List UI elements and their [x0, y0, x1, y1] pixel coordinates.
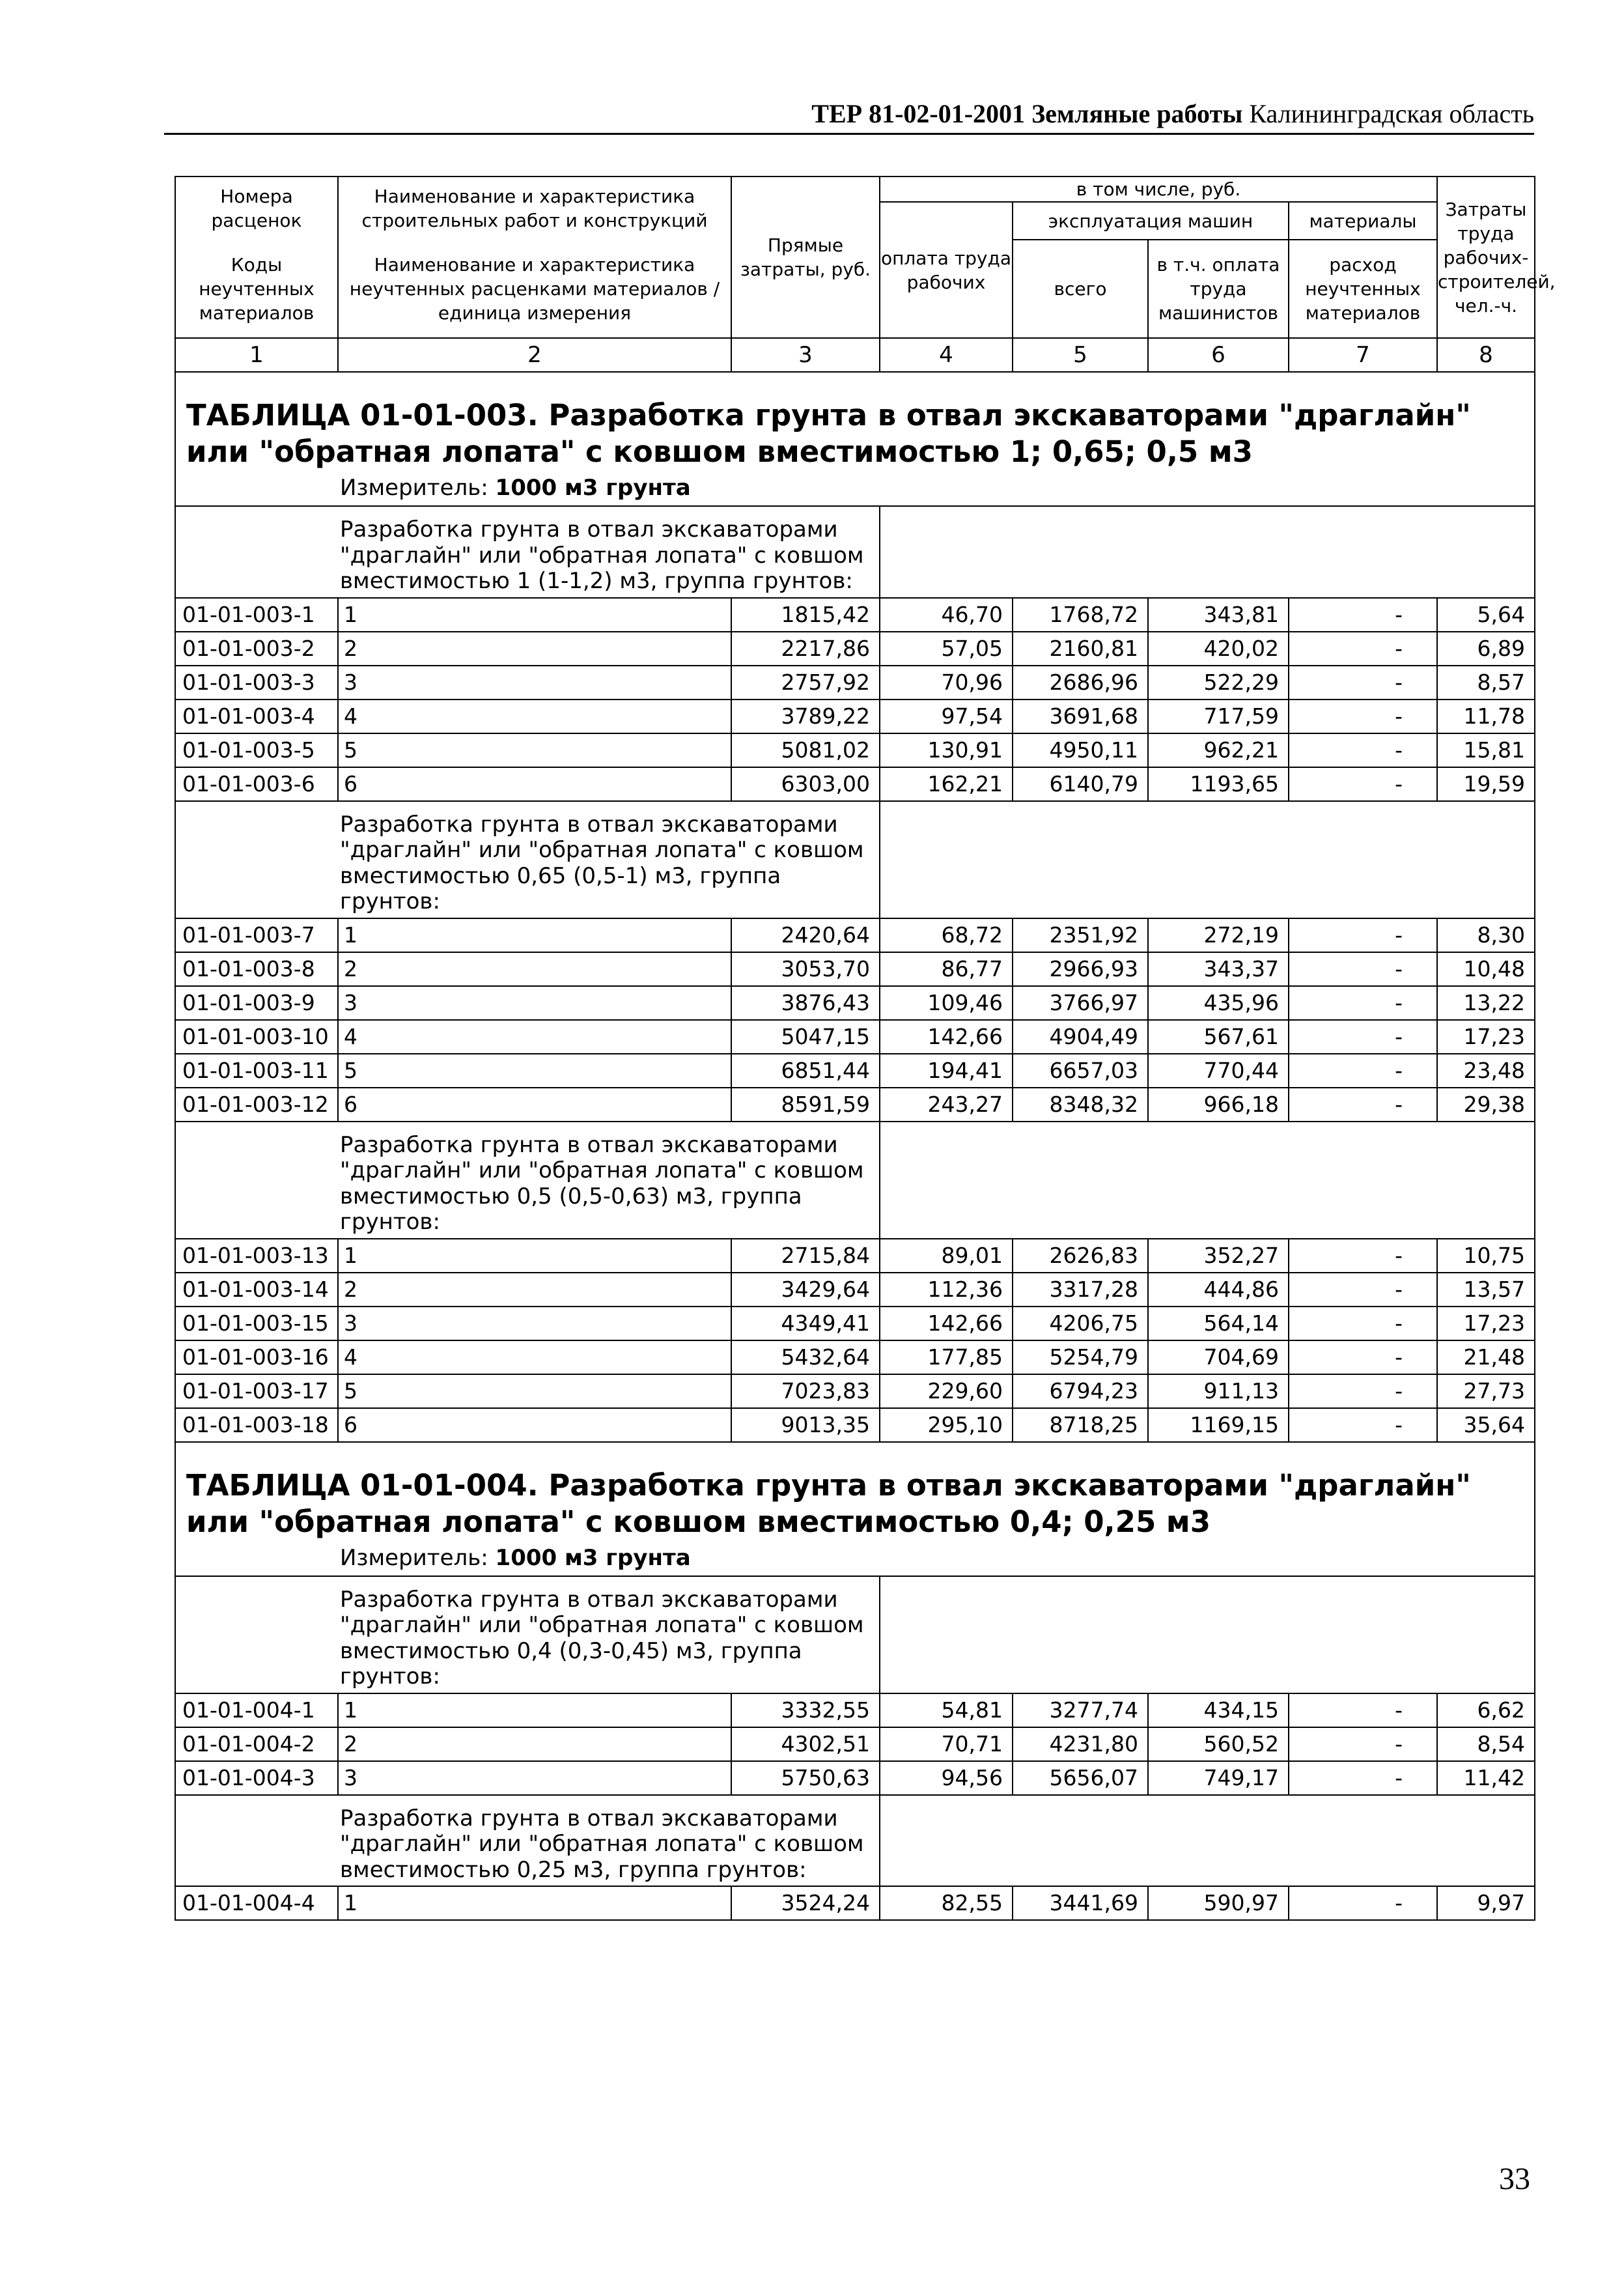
material-consumption: - [1289, 1727, 1437, 1761]
labor-costs: 13,22 [1437, 986, 1535, 1020]
operator-pay: 560,52 [1148, 1727, 1289, 1761]
worker-pay: 97,54 [880, 700, 1013, 733]
soil-group: 1 [338, 1693, 731, 1727]
table-row [175, 1340, 1535, 1374]
labor-costs: 9,97 [1437, 1886, 1535, 1920]
table-row [175, 1020, 1535, 1054]
direct-costs: 2715,84 [731, 1239, 880, 1273]
rate-code: 01-01-004-2 [175, 1727, 338, 1761]
rate-code: 01-01-003-18 [175, 1408, 338, 1442]
worker-pay: 94,56 [880, 1761, 1013, 1795]
direct-costs: 2217,86 [731, 632, 880, 666]
operator-pay: 420,02 [1148, 632, 1289, 666]
soil-group: 2 [338, 1727, 731, 1761]
worker-pay: 162,21 [880, 767, 1013, 801]
column-number: 6 [1148, 338, 1289, 372]
material-consumption: - [1289, 632, 1437, 666]
rate-code: 01-01-003-5 [175, 733, 338, 767]
operator-pay: 770,44 [1148, 1054, 1289, 1088]
operator-pay: 704,69 [1148, 1340, 1289, 1374]
column-number: 5 [1013, 338, 1148, 372]
material-consumption: - [1289, 1273, 1437, 1307]
worker-pay: 109,46 [880, 986, 1013, 1020]
header-including: в том числе, руб. [880, 177, 1437, 202]
running-header [164, 98, 1534, 130]
rate-code: 01-01-003-6 [175, 767, 338, 801]
material-consumption: - [1289, 1693, 1437, 1727]
column-number: 8 [1437, 338, 1535, 372]
labor-costs: 27,73 [1437, 1374, 1535, 1408]
header-labor-costs: Затраты труда рабочих-строителей, чел.-ч. [1437, 177, 1535, 338]
direct-costs: 2420,64 [731, 918, 880, 952]
machine-total: 2626,83 [1013, 1239, 1148, 1273]
direct-costs: 5047,15 [731, 1020, 880, 1054]
operator-pay: 911,13 [1148, 1374, 1289, 1408]
machine-total: 3441,69 [1013, 1886, 1148, 1920]
labor-costs: 29,38 [1437, 1088, 1535, 1122]
labor-costs: 17,23 [1437, 1020, 1535, 1054]
labor-costs: 5,64 [1437, 598, 1535, 632]
direct-costs: 3053,70 [731, 952, 880, 986]
worker-pay: 70,71 [880, 1727, 1013, 1761]
group-description-row [175, 506, 1535, 598]
direct-costs: 8591,59 [731, 1088, 880, 1122]
rate-code: 01-01-003-4 [175, 700, 338, 733]
column-header [175, 177, 1556, 372]
material-consumption: - [1289, 1020, 1437, 1054]
direct-costs: 6303,00 [731, 767, 880, 801]
labor-costs: 23,48 [1437, 1054, 1535, 1088]
table-row [175, 700, 1535, 733]
group-description-row [175, 801, 1535, 918]
page-number: 33 [1499, 2162, 1530, 2196]
header-work-name: Наименование и характеристика строительных работ и конструкций [338, 177, 731, 240]
machine-total: 2966,93 [1013, 952, 1148, 986]
rate-code: 01-01-003-15 [175, 1307, 338, 1340]
rate-code: 01-01-003-9 [175, 986, 338, 1020]
soil-group: 3 [338, 986, 731, 1020]
direct-costs: 3524,24 [731, 1886, 880, 1920]
labor-costs: 8,30 [1437, 918, 1535, 952]
labor-costs: 35,64 [1437, 1408, 1535, 1442]
worker-pay: 142,66 [880, 1020, 1013, 1054]
header-machine-total: всего [1013, 240, 1148, 338]
column-numbers-row [175, 338, 1535, 372]
worker-pay: 130,91 [880, 733, 1013, 767]
machine-total: 4206,75 [1013, 1307, 1148, 1340]
soil-group: 2 [338, 632, 731, 666]
table-row [175, 1088, 1535, 1122]
direct-costs: 3789,22 [731, 700, 880, 733]
operator-pay: 1169,15 [1148, 1408, 1289, 1442]
soil-group: 1 [338, 918, 731, 952]
header-machine-operation: эксплуатация машин [1013, 202, 1289, 240]
table-row [175, 733, 1535, 767]
direct-costs: 1815,42 [731, 598, 880, 632]
material-consumption: - [1289, 918, 1437, 952]
operator-pay: 434,15 [1148, 1693, 1289, 1727]
soil-group: 6 [338, 1408, 731, 1442]
material-consumption: - [1289, 700, 1437, 733]
description-spacer [880, 1576, 1535, 1693]
direct-costs: 3429,64 [731, 1273, 880, 1307]
rate-code: 01-01-003-10 [175, 1020, 338, 1054]
table-title: ТАБЛИЦА 01-01-004. Разработка грунта в отвал экскаваторами "драглайн" или "обратная лопата" с ковшом вместимостью 0,4; 0,25 м3 [175, 1442, 1535, 1540]
header-material-name: Наименование и характеристика неучтенных расценками материалов / единица измерения [338, 240, 731, 338]
machine-total: 3317,28 [1013, 1273, 1148, 1307]
table-title-row [175, 372, 1535, 470]
table-row [175, 1374, 1535, 1408]
description-spacer [880, 506, 1535, 598]
rate-code: 01-01-003-12 [175, 1088, 338, 1122]
material-consumption: - [1289, 1088, 1437, 1122]
direct-costs: 5432,64 [731, 1340, 880, 1374]
table-row [175, 598, 1535, 632]
description-spacer [880, 801, 1535, 918]
worker-pay: 89,01 [880, 1239, 1013, 1273]
section-title: Земляные работы [1031, 99, 1243, 128]
meter-row [175, 470, 1535, 506]
operator-pay: 567,61 [1148, 1020, 1289, 1054]
soil-group: 6 [338, 767, 731, 801]
worker-pay: 70,96 [880, 666, 1013, 700]
labor-costs: 13,57 [1437, 1273, 1535, 1307]
labor-costs: 8,57 [1437, 666, 1535, 700]
labor-costs: 8,54 [1437, 1727, 1535, 1761]
header-rate-numbers: Номера расценок [175, 177, 338, 240]
worker-pay: 54,81 [880, 1693, 1013, 1727]
header-operator-pay: в т.ч. оплата труда машинистов [1148, 240, 1289, 338]
rate-code: 01-01-004-1 [175, 1693, 338, 1727]
direct-costs: 3332,55 [731, 1693, 880, 1727]
rate-code: 01-01-003-2 [175, 632, 338, 666]
direct-costs: 6851,44 [731, 1054, 880, 1088]
labor-costs: 6,62 [1437, 1693, 1535, 1727]
labor-costs: 10,75 [1437, 1239, 1535, 1273]
material-consumption: - [1289, 1239, 1437, 1273]
group-description: Разработка грунта в отвал экскаваторами "драглайн" или "обратная лопата" с ковшом вместимостью 0,4 (0,3-0,45) м3, группа грунтов: [175, 1576, 880, 1693]
table-row [175, 918, 1535, 952]
soil-group: 5 [338, 1054, 731, 1088]
soil-group: 5 [338, 733, 731, 767]
machine-total: 8348,32 [1013, 1088, 1148, 1122]
direct-costs: 4302,51 [731, 1727, 880, 1761]
header-material-codes: Коды неучтенных материалов [175, 240, 338, 338]
table-row [175, 1239, 1535, 1273]
group-description: Разработка грунта в отвал экскаваторами "драглайн" или "обратная лопата" с ковшом вместимостью 0,5 (0,5-0,63) м3, группа грунтов: [175, 1122, 880, 1239]
meter-value: 1000 м3 грунта [495, 1544, 691, 1571]
machine-total: 5254,79 [1013, 1340, 1148, 1374]
worker-pay: 57,05 [880, 632, 1013, 666]
rate-code: 01-01-003-16 [175, 1340, 338, 1374]
machine-total: 6140,79 [1013, 767, 1148, 801]
table-row [175, 1307, 1535, 1340]
table-row [175, 632, 1535, 666]
table-row [175, 1761, 1535, 1795]
worker-pay: 177,85 [880, 1340, 1013, 1374]
column-number: 3 [731, 338, 880, 372]
header-direct-costs: Прямые затраты, руб. [731, 177, 880, 338]
machine-total: 6794,23 [1013, 1374, 1148, 1408]
soil-group: 3 [338, 1761, 731, 1795]
group-description: Разработка грунта в отвал экскаваторами "драглайн" или "обратная лопата" с ковшом вместимостью 0,25 м3, группа грунтов: [175, 1795, 880, 1887]
worker-pay: 229,60 [880, 1374, 1013, 1408]
rate-code: 01-01-003-8 [175, 952, 338, 986]
machine-total: 3691,68 [1013, 700, 1148, 733]
table-row [175, 1693, 1535, 1727]
material-consumption: - [1289, 986, 1437, 1020]
rate-code: 01-01-003-7 [175, 918, 338, 952]
table-title-row [175, 1442, 1535, 1540]
meter-label: Измеритель: [340, 475, 488, 501]
group-description: Разработка грунта в отвал экскаваторами "драглайн" или "обратная лопата" с ковшом вместимостью 0,65 (0,5-1) м3, группа грунтов: [175, 801, 880, 918]
operator-pay: 966,18 [1148, 1088, 1289, 1122]
soil-group: 1 [338, 1239, 731, 1273]
column-number: 7 [1289, 338, 1437, 372]
material-consumption: - [1289, 1374, 1437, 1408]
worker-pay: 46,70 [880, 598, 1013, 632]
rate-code: 01-01-003-13 [175, 1239, 338, 1273]
worker-pay: 194,41 [880, 1054, 1013, 1088]
operator-pay: 522,29 [1148, 666, 1289, 700]
direct-costs: 4349,41 [731, 1307, 880, 1340]
worker-pay: 82,55 [880, 1886, 1013, 1920]
labor-costs: 19,59 [1437, 767, 1535, 801]
worker-pay: 142,66 [880, 1307, 1013, 1340]
labor-costs: 11,42 [1437, 1761, 1535, 1795]
machine-total: 8718,25 [1013, 1408, 1148, 1442]
operator-pay: 272,19 [1148, 918, 1289, 952]
operator-pay: 564,14 [1148, 1307, 1289, 1340]
worker-pay: 68,72 [880, 918, 1013, 952]
table-row [175, 1273, 1535, 1307]
material-consumption: - [1289, 952, 1437, 986]
soil-group: 1 [338, 1886, 731, 1920]
table-row [175, 666, 1535, 700]
operator-pay: 749,17 [1148, 1761, 1289, 1795]
machine-total: 4904,49 [1013, 1020, 1148, 1054]
column-number: 1 [175, 338, 338, 372]
direct-costs: 5081,02 [731, 733, 880, 767]
worker-pay: 243,27 [880, 1088, 1013, 1122]
material-consumption: - [1289, 767, 1437, 801]
document-code: ТЕР 81-02-01-2001 [811, 99, 1026, 128]
region-name: Калининградская область [1249, 99, 1534, 128]
table-title: ТАБЛИЦА 01-01-003. Разработка грунта в отвал экскаваторами "драглайн" или "обратная лопата" с ковшом вместимостью 1; 0,65; 0,5 м3 [175, 372, 1535, 470]
soil-group: 4 [338, 1020, 731, 1054]
rate-code: 01-01-003-17 [175, 1374, 338, 1408]
worker-pay: 112,36 [880, 1273, 1013, 1307]
header-rule [164, 133, 1534, 135]
table-row [175, 1886, 1535, 1920]
table-row [175, 952, 1535, 986]
soil-group: 4 [338, 1340, 731, 1374]
group-description: Разработка грунта в отвал экскаваторами "драглайн" или "обратная лопата" с ковшом вместимостью 1 (1-1,2) м3, группа грунтов: [175, 506, 880, 598]
operator-pay: 717,59 [1148, 700, 1289, 733]
rate-code: 01-01-004-3 [175, 1761, 338, 1795]
soil-group: 2 [338, 1273, 731, 1307]
labor-costs: 21,48 [1437, 1340, 1535, 1374]
table-row [175, 1727, 1535, 1761]
operator-pay: 352,27 [1148, 1239, 1289, 1273]
group-description-row [175, 1795, 1535, 1887]
operator-pay: 590,97 [1148, 1886, 1289, 1920]
rate-code: 01-01-003-3 [175, 666, 338, 700]
labor-costs: 15,81 [1437, 733, 1535, 767]
rate-code: 01-01-003-14 [175, 1273, 338, 1307]
material-consumption: - [1289, 598, 1437, 632]
group-description-row [175, 1122, 1535, 1239]
rate-code: 01-01-003-1 [175, 598, 338, 632]
material-consumption: - [1289, 1307, 1437, 1340]
table-body [175, 372, 1535, 1920]
meter [175, 1540, 1535, 1576]
table-row [175, 1408, 1535, 1442]
worker-pay: 86,77 [880, 952, 1013, 986]
direct-costs: 5750,63 [731, 1761, 880, 1795]
meter-label: Измеритель: [340, 1544, 488, 1571]
header-materials: материалы [1289, 202, 1437, 240]
rate-code: 01-01-003-11 [175, 1054, 338, 1088]
labor-costs: 11,78 [1437, 700, 1535, 733]
material-consumption: - [1289, 1886, 1437, 1920]
operator-pay: 435,96 [1148, 986, 1289, 1020]
soil-group: 3 [338, 1307, 731, 1340]
labor-costs: 10,48 [1437, 952, 1535, 986]
description-spacer [880, 1122, 1535, 1239]
meter-value: 1000 м3 грунта [495, 475, 691, 501]
machine-total: 6657,03 [1013, 1054, 1148, 1088]
machine-total: 3277,74 [1013, 1693, 1148, 1727]
material-consumption: - [1289, 1761, 1437, 1795]
material-consumption: - [1289, 733, 1437, 767]
soil-group: 5 [338, 1374, 731, 1408]
header-material-consumption: расход неучтенных материалов [1289, 240, 1437, 338]
meter-row [175, 1540, 1535, 1576]
direct-costs: 7023,83 [731, 1374, 880, 1408]
table-row [175, 1054, 1535, 1088]
direct-costs: 3876,43 [731, 986, 880, 1020]
column-number: 2 [338, 338, 731, 372]
material-consumption: - [1289, 666, 1437, 700]
direct-costs: 9013,35 [731, 1408, 880, 1442]
material-consumption: - [1289, 1408, 1437, 1442]
soil-group: 1 [338, 598, 731, 632]
operator-pay: 444,86 [1148, 1273, 1289, 1307]
operator-pay: 1193,65 [1148, 767, 1289, 801]
machine-total: 1768,72 [1013, 598, 1148, 632]
operator-pay: 343,81 [1148, 598, 1289, 632]
machine-total: 2351,92 [1013, 918, 1148, 952]
machine-total: 4231,80 [1013, 1727, 1148, 1761]
labor-costs: 17,23 [1437, 1307, 1535, 1340]
rates-table [175, 176, 1556, 1921]
material-consumption: - [1289, 1054, 1437, 1088]
worker-pay: 295,10 [880, 1408, 1013, 1442]
operator-pay: 962,21 [1148, 733, 1289, 767]
meter [175, 470, 1535, 506]
header-worker-pay: оплата труда рабочих [880, 202, 1013, 338]
labor-costs: 6,89 [1437, 632, 1535, 666]
soil-group: 2 [338, 952, 731, 986]
column-number: 4 [880, 338, 1013, 372]
direct-costs: 2757,92 [731, 666, 880, 700]
soil-group: 3 [338, 666, 731, 700]
table-row [175, 767, 1535, 801]
group-description-row [175, 1576, 1535, 1693]
machine-total: 2160,81 [1013, 632, 1148, 666]
material-consumption: - [1289, 1340, 1437, 1374]
machine-total: 5656,07 [1013, 1761, 1148, 1795]
rate-code: 01-01-004-4 [175, 1886, 338, 1920]
operator-pay: 343,37 [1148, 952, 1289, 986]
soil-group: 4 [338, 700, 731, 733]
machine-total: 4950,11 [1013, 733, 1148, 767]
table-row [175, 986, 1535, 1020]
description-spacer [880, 1795, 1535, 1887]
machine-total: 3766,97 [1013, 986, 1148, 1020]
soil-group: 6 [338, 1088, 731, 1122]
machine-total: 2686,96 [1013, 666, 1148, 700]
